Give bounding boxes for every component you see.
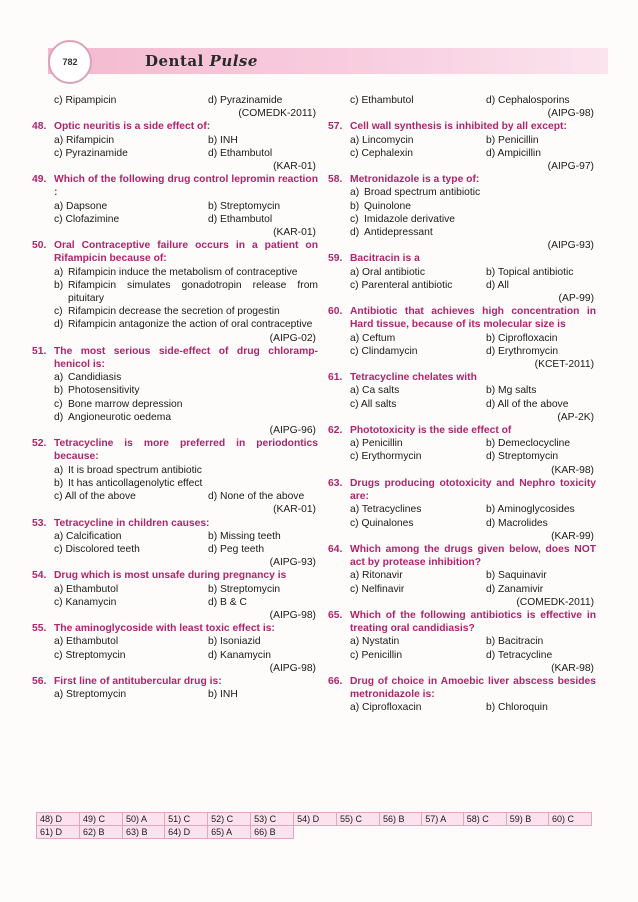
continued-options-left [32, 94, 318, 107]
question-number: 63. [328, 477, 343, 489]
option-row [350, 332, 596, 345]
option-letter: b) [54, 279, 64, 291]
source-tag: (KCET-2011) [534, 359, 594, 371]
option: a) Calcification [54, 530, 122, 542]
option-row [54, 688, 318, 701]
source-tag: (KAR-98) [551, 464, 594, 476]
option-row [54, 147, 318, 160]
options [32, 464, 318, 504]
answer-cell: 51) C [165, 813, 208, 826]
options [328, 134, 596, 160]
option: a) Ciprofloxacin [350, 702, 422, 714]
question-stem: Optic neuritis is a side effect of: [54, 121, 211, 133]
question-text [32, 622, 318, 635]
question-number: 55. [32, 623, 47, 635]
question-stem: Antibiotic that achieves high concentration in Hard tissue, because of its molecular size is [350, 306, 596, 331]
source-tag: (AIPG-97) [547, 161, 594, 173]
option-text: Rifampicin decrease the secretion of progestin [68, 306, 280, 318]
option-row [350, 437, 596, 450]
question-number: 51. [32, 345, 47, 357]
question-number: 64. [328, 543, 343, 555]
option-letter: c) [350, 213, 359, 225]
option: a) Nystatin [350, 636, 400, 648]
question [328, 609, 596, 675]
source-tag: (AIPG-98) [547, 108, 594, 120]
option: b) Demeclocycline [486, 438, 571, 450]
option: c) Quinalones [350, 517, 414, 529]
options [32, 583, 318, 609]
source-tag: (AIPG-02) [269, 332, 316, 344]
option [54, 279, 318, 305]
question-stem: Metronidazole is a type of: [350, 174, 480, 186]
question [32, 173, 318, 239]
question-stem: Which of the following antibiotics is effective in treating oral candidiasis? [350, 609, 596, 635]
source-tag: (COMEDK-2011) [238, 108, 316, 120]
source-tag: (AIPG-96) [269, 425, 316, 437]
answer-cell: 63) B [122, 826, 164, 839]
option-text: It has anticollagenolytic effect [68, 477, 203, 489]
question-number: 49. [32, 174, 47, 186]
option-row [54, 530, 318, 543]
option [54, 371, 318, 384]
option-text: Rifampicin simulates gonadotropin release from pituitary [68, 279, 318, 305]
page-number-badge [48, 40, 92, 84]
option [350, 186, 596, 199]
question [32, 622, 318, 675]
options [32, 530, 318, 556]
question-text [328, 120, 596, 133]
option-row [350, 569, 596, 582]
question-number: 54. [32, 570, 47, 582]
option: b) Penicillin [486, 134, 539, 146]
option-letter: a) [54, 372, 64, 384]
options [328, 332, 596, 358]
option: d) Kanamycin [208, 649, 271, 661]
options [32, 371, 318, 424]
answer-cell: 49) C [79, 813, 122, 826]
option-text: Broad spectrum antibiotic [364, 187, 481, 199]
option-letter: b) [54, 477, 64, 489]
question-text [328, 371, 596, 384]
option [54, 384, 318, 397]
question-stem: Drug which is most unsafe during pregnancy is [54, 570, 287, 582]
option: d) Cephalosporins [486, 95, 570, 106]
option-text: Bone marrow depression [68, 398, 183, 410]
header-bar [48, 48, 608, 74]
options [32, 200, 318, 226]
option: a) Lincomycin [350, 134, 414, 146]
option-row [350, 398, 596, 411]
option [54, 266, 318, 279]
source-tag: (AIPG-98) [269, 609, 316, 621]
option: d) Ethambutol [208, 147, 273, 159]
option [54, 318, 318, 331]
option: d) B & C [208, 596, 247, 608]
option-row [54, 134, 318, 147]
answer-cell: 54) D [294, 813, 337, 826]
question [32, 120, 318, 173]
option: d) Zanamivir [486, 583, 544, 595]
question [328, 675, 596, 715]
option-letter: a) [54, 464, 64, 476]
question [328, 252, 596, 305]
source-tag: (AIPG-93) [269, 557, 316, 569]
brand-prefix: Dental [145, 52, 204, 70]
question-text [32, 437, 318, 463]
answer-cell: 62) B [79, 826, 122, 839]
options [32, 688, 318, 701]
question [328, 120, 596, 173]
question-stem: Bacitracin is a [350, 253, 420, 265]
option: b) Ciprofloxacin [486, 332, 558, 344]
option: b) Isoniazid [208, 636, 261, 648]
option: c) All salts [350, 398, 397, 410]
options [328, 503, 596, 529]
option-letter: a) [54, 266, 64, 278]
question-stem: Which among the drugs given below, does NOT act by protease inhibition? [350, 543, 596, 569]
option: c) Ripampicin [54, 95, 117, 106]
option: c) Penicillin [350, 649, 403, 661]
answer-cell: 57) A [422, 813, 463, 826]
question-text [328, 609, 596, 635]
option-row [350, 517, 596, 530]
question-text [328, 477, 596, 503]
options [328, 437, 596, 463]
option: c) Streptomycin [54, 649, 126, 661]
question-stem: Tetracycline is more preferred in periodontics because: [54, 438, 318, 463]
question [328, 305, 596, 371]
option: a) Ethambutol [54, 583, 119, 595]
question-number: 56. [32, 675, 47, 687]
source-tag: (KAR-01) [273, 504, 316, 516]
option: b) Topical antibiotic [486, 266, 574, 278]
option-row [350, 279, 596, 292]
answer-cell: 58) C [463, 813, 506, 826]
option: c) Parenteral antibiotic [350, 279, 453, 291]
question-text [328, 305, 596, 331]
question-stem: The most serious side-effect of drug chloramp-henicol is: [54, 345, 318, 371]
option-text: Angioneurotic oedema [68, 411, 172, 423]
option [54, 411, 318, 424]
option: a) Ca salts [350, 385, 400, 397]
option-row [350, 134, 596, 147]
option: b) Bacitracin [486, 636, 544, 648]
option: c) Pyrazinamide [54, 147, 128, 159]
option-row [350, 583, 596, 596]
option-text: Rifampicin induce the metabolism of contraceptive [68, 266, 298, 278]
option: c) Clofazimine [54, 213, 120, 225]
brand-title [145, 52, 258, 70]
question-stem: Tetracycline chelates with [350, 372, 477, 384]
question-text [328, 543, 596, 569]
option [350, 213, 596, 226]
option: d) All of the above [486, 398, 569, 410]
option-row [54, 596, 318, 609]
source-tag: (COMEDK-2011) [516, 596, 594, 608]
question-text [32, 675, 318, 688]
answer-cell: 53) C [251, 813, 294, 826]
option-row [350, 345, 596, 358]
question-text [32, 517, 318, 530]
option-row [54, 543, 318, 556]
option-text: Antidepressant [364, 227, 433, 239]
question-text [328, 252, 596, 265]
option [54, 398, 318, 411]
option: a) Rifampicin [54, 134, 115, 146]
answer-cell: 60) C [548, 813, 591, 826]
source-tag: (KAR-98) [551, 662, 594, 674]
option: b) INH [208, 134, 238, 146]
answer-row [37, 826, 592, 839]
question-number: 65. [328, 609, 343, 621]
option-letter: b) [350, 200, 360, 212]
question-number: 48. [32, 121, 47, 133]
answer-row [37, 813, 592, 826]
option-row [350, 635, 596, 648]
option: d) None of the above [208, 491, 305, 503]
question-stem: Drugs producing ototoxicity and Nephro toxicity are: [350, 477, 596, 503]
options [328, 266, 596, 292]
option: a) Penicillin [350, 438, 403, 450]
options [328, 635, 596, 661]
question-stem: First line of antitubercular drug is: [54, 675, 222, 687]
option [350, 226, 596, 239]
option-letter: d) [350, 227, 360, 239]
source-tag: (KAR-01) [273, 227, 316, 239]
option: a) Oral antibiotic [350, 266, 425, 278]
option-letter: a) [350, 187, 360, 199]
question-number: 60. [328, 306, 343, 318]
option-text: Quinolone [364, 200, 411, 212]
question [328, 543, 596, 609]
question-number: 57. [328, 121, 343, 133]
question-stem: Drug of choice in Amoebic liver abscess besides metronidazole is: [350, 675, 596, 701]
question-text [32, 239, 318, 265]
question-stem: Cell wall synthesis is inhibited by all except: [350, 121, 567, 133]
question [328, 173, 596, 252]
question [328, 477, 596, 543]
question-number: 52. [32, 438, 47, 450]
options [32, 635, 318, 661]
question-number: 53. [32, 517, 47, 529]
question-text [328, 675, 596, 701]
answer-cell: 48) D [37, 813, 80, 826]
option-row [350, 384, 596, 397]
option: c) Cephalexin [350, 147, 413, 159]
option-row [54, 649, 318, 662]
option: d) Erythromycin [486, 345, 559, 357]
question-stem: The aminoglycoside with least toxic effect is: [54, 623, 275, 635]
answer-cell: 66) B [251, 826, 294, 839]
question-text [32, 345, 318, 371]
left-column [32, 94, 318, 701]
option: a) Ethambutol [54, 636, 119, 648]
option: a) Ritonavir [350, 570, 403, 582]
option: d) Macrolides [486, 517, 548, 529]
option [54, 464, 318, 477]
page-number: 782 [62, 57, 78, 67]
question-number: 62. [328, 425, 343, 437]
source-tag: (AP-99) [558, 293, 594, 305]
option: d) Ethambutol [208, 213, 273, 225]
option-text: Imidazole derivative [364, 213, 455, 225]
option-letter: c) [54, 306, 63, 318]
answer-cell: 52) C [208, 813, 251, 826]
option: b) Chloroquin [486, 702, 548, 714]
option: a) Dapsone [54, 200, 108, 212]
answer-cell: 65) A [208, 826, 251, 839]
question-number: 61. [328, 372, 343, 384]
option-row [350, 649, 596, 662]
option: b) Missing teeth [208, 530, 281, 542]
option-text: Candidiasis [68, 372, 122, 384]
continued-options-right [328, 94, 596, 107]
option: a) Tetracyclines [350, 504, 422, 516]
question-stem: Phototoxicity is the side effect of [350, 425, 512, 437]
option: b) Streptomycin [208, 583, 281, 595]
question-text [32, 120, 318, 133]
brand-script: Pulse [209, 52, 258, 70]
question-text [328, 173, 596, 186]
question-number: 59. [328, 253, 343, 265]
options [328, 384, 596, 410]
right-column [328, 94, 596, 715]
option-row [350, 450, 596, 463]
option: b) Aminoglycosides [486, 504, 575, 516]
options [328, 569, 596, 595]
option-letter: d) [54, 319, 64, 331]
option [350, 200, 596, 213]
answer-cell: 64) D [165, 826, 208, 839]
option: c) Nelfinavir [350, 583, 405, 595]
options [32, 134, 318, 160]
question-text [32, 173, 318, 199]
source-tag: (KAR-99) [551, 530, 594, 542]
question [328, 424, 596, 477]
option-row [350, 266, 596, 279]
answer-cell: 61) D [37, 826, 80, 839]
option: b) Saquinavir [486, 570, 547, 582]
question-number: 58. [328, 174, 343, 186]
option-row [350, 147, 596, 160]
option [54, 305, 318, 318]
answer-key [36, 812, 592, 839]
option-letter: c) [54, 398, 63, 410]
question-stem: Oral Contraceptive failure occurs in a patient on Rifampicin because of: [54, 240, 318, 265]
option: b) Mg salts [486, 385, 537, 397]
question [32, 437, 318, 516]
option: c) Clindamycin [350, 345, 418, 357]
option-text: Photosensitivity [68, 385, 140, 397]
option: a) Ceftum [350, 332, 396, 344]
option: c) Discolored teeth [54, 543, 140, 555]
option: d) Peg teeth [208, 543, 265, 555]
option: b) INH [208, 689, 238, 701]
options [328, 701, 596, 714]
option-row [54, 213, 318, 226]
question-number: 66. [328, 675, 343, 687]
answer-cell: 50) A [122, 813, 164, 826]
option [54, 477, 318, 490]
question-number: 50. [32, 240, 47, 252]
option: d) All [486, 279, 509, 291]
option: c) Kanamycin [54, 596, 117, 608]
option: d) Streptomycin [486, 451, 559, 463]
option-row [350, 701, 596, 714]
answer-cell: 55) C [337, 813, 380, 826]
question [32, 569, 318, 622]
question-text [328, 424, 596, 437]
source-tag: (AIPG-93) [547, 240, 594, 252]
question [32, 239, 318, 345]
option-row [54, 490, 318, 503]
option-letter: b) [54, 385, 64, 397]
question-stem: Which of the following drug control lepromin reaction : [54, 174, 318, 199]
answer-cell: 59) B [506, 813, 548, 826]
option-text: It is broad spectrum antibiotic [68, 464, 202, 476]
option-text: Rifampicin antagonize the action of oral contraceptive [68, 319, 313, 331]
question [32, 345, 318, 437]
option: d) Pyrazinamide [208, 95, 283, 106]
options [328, 186, 596, 239]
option-row [350, 503, 596, 516]
question [32, 675, 318, 701]
option: b) Streptomycin [208, 200, 281, 212]
option-row [54, 635, 318, 648]
question-text [32, 569, 318, 582]
option: c) All of the above [54, 491, 136, 503]
option-row [54, 200, 318, 213]
source-tag: (KAR-01) [273, 161, 316, 173]
question [328, 371, 596, 424]
answer-cell: 56) B [380, 813, 422, 826]
question [32, 517, 318, 570]
option-row [54, 583, 318, 596]
option-letter: d) [54, 411, 64, 423]
source-tag: (AIPG-98) [269, 662, 316, 674]
option: a) Streptomycin [54, 689, 127, 701]
option: d) Tetracycline [486, 649, 553, 661]
source-tag: (AP-2K) [557, 411, 594, 423]
option: c) Erythormycin [350, 451, 422, 463]
option: c) Ethambutol [350, 95, 414, 106]
option: d) Ampicillin [486, 147, 541, 159]
options [32, 266, 318, 332]
question-stem: Tetracycline in children causes: [54, 517, 210, 529]
